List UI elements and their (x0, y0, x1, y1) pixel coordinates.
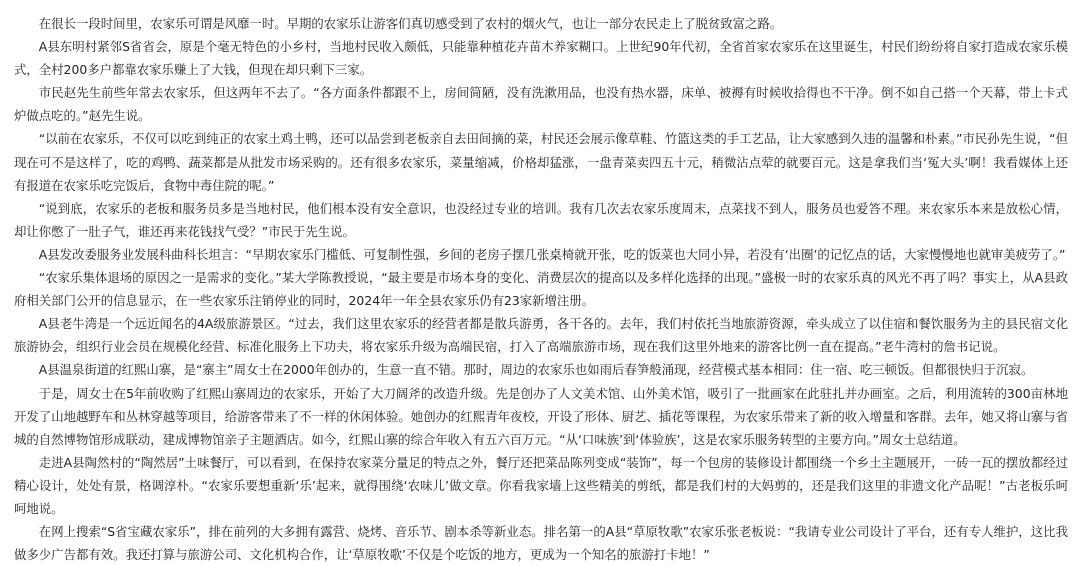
paragraph-3: 市民赵先生前些年常去农家乐，但这两年不去了。“各方面条件都跟不上，房间简陋，没有洗漱用品，也没有热水器，床单、被褥有时候收拾得也不干净。倒不如自己搭一个天幕，带上卡式炉做点吃的。”赵先生说。 (14, 85, 1068, 124)
paragraph-12: 在网上搜索“S省宝藏农家乐”，排在前列的大多拥有露营、烧烤、音乐节、剧本杀等新业态。排名第一的A县“草原牧歌”农家乐张老板说：“我请专业公司设计了平台，还有专人维护，这比我做多少广告都有效。我还打算与旅游公司、文化机构合作，让‘草原牧歌’不仅是个吃饭的地方，更成为一个知名的旅游打卡地！” (14, 524, 1068, 563)
paragraph-8: A县老牛湾是一个远近闻名的4A级旅游景区。“过去，我们这里农家乐的经营者都是散兵游勇，各干各的。去年，我们村依托当地旅游资源，牵头成立了以住宿和餐饮服务为主的县民宿文化旅游协会，组织行业会员在规模化经营、标准化服务上下功夫，将农家乐升级为高端民宿，打入了高端旅游市场，现在我们这里外地来的游客比例一直在提高。”老牛湾村的詹书记说。 (14, 316, 1068, 355)
paragraph-2: A县东明村紧邻S省省会，原是个毫无特色的小乡村，当地村民收入颇低，只能靠种植花卉苗木养家糊口。上世纪90年代初，全省首家农家乐在这里诞生，村民们纷纷将自家打造成农家乐模式，全村200多户都靠农家乐赚上了大钱，但现在却只剩下三家。 (14, 39, 1068, 78)
paragraph-1: 在很长一段时间里，农家乐可谓是风靡一时。早期的农家乐让游客们真切感受到了农村的烟火气，也让一部分农民走上了脱贫致富之路。 (38, 16, 783, 31)
paragraph-7: “农家乐集体退场的原因之一是需求的变化。”某大学陈教授说，“最主要是市场本身的变化、消费层次的提高以及多样化选择的出现。”盛极一时的农家乐真的风光不再了吗？事实上，从A县政府相关部门公开的信息显示，在一些农家乐注销停业的同时，2024年一年全县农家乐仍有23家新增注册。 (14, 270, 1068, 309)
paragraph-9: A县温泉街道的红熙山寨，是“寨主”周女士在2000年创办的，生意一直不错。那时，周边的农家乐也如雨后春笋般涌现，经营模式基本相同：住一宿、吃三顿饭。但都很快归于沉寂。 (38, 362, 1034, 378)
paragraph-10: 于是，周女士在5年前收购了红熙山寨周边的农家乐，开始了大刀阔斧的改造升级。先是创办了人文美术馆、山外美术馆，吸引了一批画家在此驻扎并办画室。之后，利用流转的300亩林地开发了山地越野车和丛林穿越等项目，给游客带来了不一样的休闲体验。她创办的红熙青年夜校，开设了形体、厨艺、插花等课程，为农家乐带来了新的收入增量和客群。去年，她又将山寨与省城的自然博物馆形成联动，建成博物馆亲子主题酒店。如今，红熙山寨的综合年收入有五六百万元。“从‘口味族’到‘体验族’，这是农家乐服务转型的主要方向。”周女士总结道。 (14, 385, 1068, 447)
paragraph-5: “说到底，农家乐的老板和服务员多是当地村民，他们根本没有安全意识，也没经过专业的培训。我有几次去农家乐度周末，点菜找不到人，服务员也爱答不理。来农家乐本来是放松心情，却让你憋了一肚子气，谁还再来花钱找气受？”市民于先生说。 (14, 200, 1068, 239)
paragraph-6: A县发改委服务业发展科曲科长坦言：“早期农家乐门槛低、可复制性强，乡间的老房子摆几张桌椅就开张，吃的饭菜也大同小异，若没有‘出圈’的记忆点的话，大家慢慢地也就审美疲劳了。” (38, 246, 1066, 262)
paragraph-11: 走进A县陶然村的“陶然居”土味餐厅，可以看到，在保持农家菜分量足的特点之外，餐厅还把菜品陈列变成“装饰”，每一个包房的装修设计都围绕一个乡土主题展开，一砖一瓦的摆放都经过精心设计，处处有景，格调淳朴。“农家乐要想重新‘乐’起来，就得围绕‘农味儿’做文章。你看我家墙上这些精美的剪纸，都是我们村的大妈剪的，还是我们这里的非遗文化产品呢！”古老板乐呵呵地说。 (14, 454, 1068, 516)
article-body (14, 12, 1068, 566)
paragraph-4: “以前在农家乐，不仅可以吃到纯正的农家土鸡土鸭，还可以品尝到老板亲自去田间摘的菜，村民还会展示像草鞋、竹篮这类的手工艺品，让大家感到久违的温馨和朴素。”市民孙先生说，“但现在可不是这样了，吃的鸡鸭、蔬菜都是从批发市场采购的。还有很多农家乐，菜量缩减，价格却猛涨，一盘青菜卖四五十元，稍微沾点荤的就要百元。这是拿我们当‘冤大头’啊！我看媒体上还有报道在农家乐吃完饭后，食物中毒住院的呢。” (14, 131, 1068, 193)
